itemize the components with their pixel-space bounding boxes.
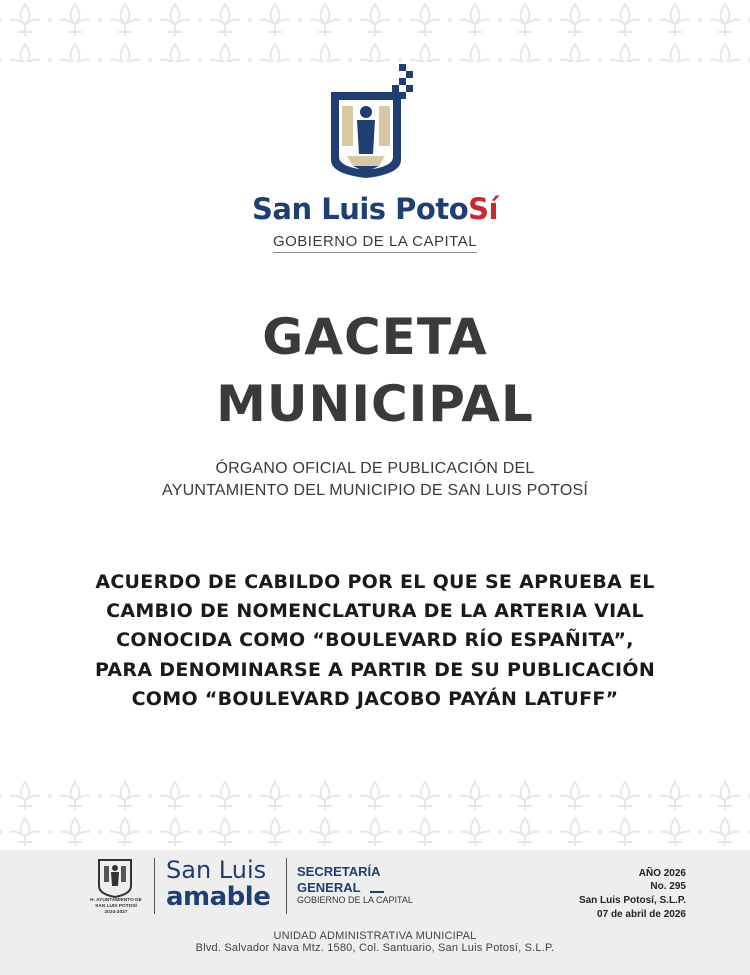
gazette-title-line-1: GACETA: [262, 308, 488, 366]
slogan-top: San Luis: [166, 856, 267, 884]
council-line-2: SAN LUIS POTOSÍ: [95, 904, 137, 909]
top-decorative-pattern: [0, 0, 750, 62]
slogan-bottom: amable: [166, 882, 271, 912]
brand-name-accent: Sí: [468, 192, 498, 226]
issue-date: 07 de abril de 2026: [597, 909, 686, 920]
address: Blvd. Salvador Nava Mtz. 1580, Col. Santuario, San Luis Potosí, S.L.P.: [195, 942, 555, 954]
agreement-line-2: CAMBIO DE NOMENCLATURA DE LA ARTERIA VIAL: [106, 600, 644, 622]
brand-subtitle: GOBIERNO DE LA CAPITAL: [273, 233, 477, 253]
organ-subtitle-line-2: AYUNTAMIENTO DEL MUNICIPIO DE SAN LUIS POTOSÍ: [162, 482, 588, 499]
footer-divider: [286, 858, 287, 914]
secretaria-line-3: GOBIERNO DE LA CAPITAL: [297, 895, 413, 905]
council-line-3: 2024-2027: [104, 910, 128, 915]
secretaria-line-2: GENERAL: [297, 880, 361, 895]
bottom-decorative-pattern: [0, 778, 750, 850]
agreement-line-4: PARA DENOMINARSE A PARTIR DE SU PUBLICACIÓN: [94, 659, 656, 681]
admin-unit: UNIDAD ADMINISTRATIVA MUNICIPAL: [273, 930, 477, 942]
brand-name-main: San Luis Poto: [252, 192, 469, 226]
brand-title: [0, 192, 750, 226]
organ-subtitle-line-1: ÓRGANO OFICIAL DE PUBLICACIÓN DEL: [215, 460, 535, 477]
footer-divider: [154, 858, 155, 914]
small-coat-of-arms-emblem: [96, 856, 134, 898]
council-line-1: H. AYUNTAMIENTO DE: [90, 898, 142, 903]
agreement-line-5: COMO “BOULEVARD JACOBO PAYÁN LATUFF”: [131, 688, 619, 710]
coat-of-arms-emblem: [327, 62, 422, 180]
issue-city: San Luis Potosí, S.L.P.: [578, 895, 686, 906]
secretaria-underline: [370, 891, 384, 893]
secretaria-line-1: SECRETARÍA: [297, 864, 381, 879]
issue-year: AÑO 2026: [638, 868, 686, 879]
gazette-title-line-2: MUNICIPAL: [216, 375, 534, 433]
agreement-line-1: ACUERDO DE CABILDO POR EL QUE SE APRUEBA EL: [95, 571, 655, 593]
issue-number: No. 295: [650, 881, 686, 892]
council-label: [76, 898, 156, 916]
agreement-line-3: CONOCIDA COMO “BOULEVARD RÍO ESPAÑITA”,: [116, 629, 634, 651]
